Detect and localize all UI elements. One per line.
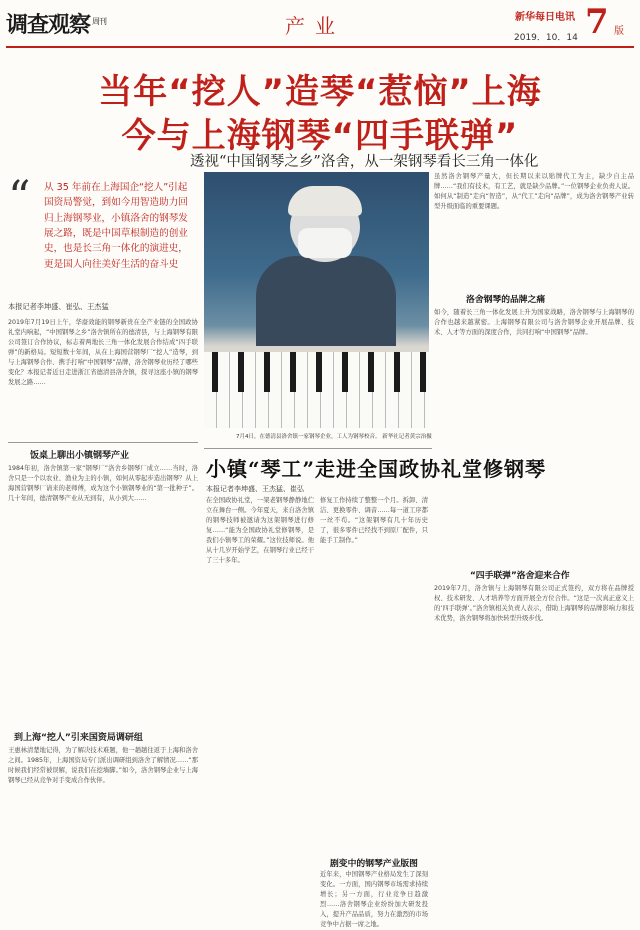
section-heading-2: 到上海“挖人”引来国资局调研组 (14, 733, 143, 743)
paper-name: 新华每日电讯 (515, 12, 575, 23)
page-number: 7 (585, 2, 609, 42)
news-photo (204, 172, 429, 428)
masthead (0, 0, 640, 48)
story-2-title: 小镇“琴工”走进全国政协礼堂修钢琴 (206, 457, 547, 481)
brand-logo: 调查观察 $^{周刊}$ (6, 13, 107, 38)
photo-worker-mask (298, 228, 352, 258)
byline: 本报记者李坤盛、崔弘、王杰猛 (8, 302, 109, 311)
section-heading-1: 饭桌上聊出小镇钢琴产业 (30, 451, 130, 461)
photo-piano-black-keys (204, 352, 429, 392)
publication-date: 2019．10．14 (514, 33, 578, 43)
article-column-right-top: 虽然洛舍钢琴产量大，但长期以来以贴牌代工为主，缺少自主品牌……“我们有技术，有工艺，就是缺少品牌。”一位钢琴企业负责人说。如何从“制造”走向“智造”，从“代工”走向“品牌”，成为洛舍钢琴产业转型升级面临的重要课题。 (434, 173, 634, 211)
story-2-byline: 本报记者李坤盛、王杰猛、崔弘 (206, 485, 304, 493)
section-title: 产业 (285, 14, 345, 38)
photo-worker-cap (288, 186, 362, 216)
story-divider (204, 448, 432, 449)
headline-line-1: 当年“挖人”造琴“惹恼”上海 (98, 72, 542, 112)
article-column-right-low: 2019年7月，洛舍镇与上海钢琴有限公司正式签约，双方将在品牌授权、技术研发、人才培养等方面开展全方位合作。“这是一次真正意义上的‘四手联弹’。”洛舍镇相关负责人表示，借助上海钢琴的品牌影响力和技术优势，洛舍钢琴将加快转型升级步伐。 (434, 585, 634, 623)
story-2-column-a: 在全国政协礼堂，一架老钢琴静静地伫立在舞台一侧。今年夏天，来自洛舍镇的钢琴技师被邀请为这架钢琴进行修复……“能为全国政协礼堂修钢琴，是我们小镇琴工的荣耀。”这位技师说。他从十几岁开始学艺，在钢琴行业已经干了三十多年。 (206, 497, 314, 565)
header-rule (6, 46, 634, 48)
article-column-right-mid: 如今，随着长三角一体化发展上升为国家战略，洛舍钢琴与上海钢琴的合作也越来越紧密。上海钢琴有限公司与洛舍钢琴企业开展品牌、技术、人才等方面的深度合作，共同打响“中国钢琴”品牌。 (434, 309, 634, 337)
headline-line-2: 今与上海钢琴“四手联弹” (121, 116, 519, 156)
story-2-column-b: 修复工作持续了整整一个月。拆卸、清洁、更换零件、调音……每一道工序都一丝不苟。“这架钢琴有几十年历史了，很多零件已经找不到原厂配件，只能手工制作。” (320, 497, 428, 545)
article-column-1-mid: 1984年初，洛舍镇第一家“钢琴厂”洛舍乡钢琴厂成立……当时，洛舍只是一个以农业、渔业为主的小镇，如何从零起步造出钢琴？从上海国营钢琴厂请来的老师傅，成为这个小镇钢琴业的“第一批种子”。几十年间，德清钢琴产业从无到有，从小到大…… (8, 465, 198, 503)
section-heading-5: 剧变中的钢琴产业版图 (330, 859, 418, 869)
section-heading-3: 洛舍钢琴的品牌之痛 (466, 295, 546, 305)
subheadline: 透视“中国钢琴之乡”洛舍，从一架钢琴看长三角一体化 (190, 154, 539, 170)
article-column-1-top: 2019年7月19日上午，华裔效能的钢琴新贵在全产业链的全国政协礼堂内响起，“中国钢琴之乡”洛舍镇所在的德清县，与上海钢琴有限公司签订合作协议，标志着两地长三角一体化发展合作结成“四手联弹”的新格局。短短数十年间，从在上海国营钢琴厂“挖人”造琴，到与上海钢琴合作、携手打响“中国钢琴”品牌，洛舍钢琴业历经了哪些变化？本报记者近日走进浙江省德清县洛舍镇，探寻这座小镇的钢琴发展之路…… (8, 319, 198, 387)
quote-mark-icon: “ (8, 172, 31, 223)
story-2-column-d: 近年来，中国钢琴产业格局发生了深刻变化。一方面，国内钢琴市场需求持续增长；另一方面，行业竞争日趋激烈……洛舍钢琴企业纷纷加大研发投入，提升产品品质，努力在激烈的市场竞争中占据一席之地。 (320, 871, 428, 929)
lede-summary: 从 35 年前在上海国企“挖人”引起国资局警觉，到如今用智造助力回归上海钢琴业，小镇洛舍的钢琴发展之路，既是中国草根制造的创业史，也是长三角一体化的演进史，更是国人向往美好生活的奋斗史 (44, 182, 188, 270)
divider (8, 442, 198, 443)
photo-worker-body (256, 256, 396, 346)
article-column-1-low: 王惠林清楚地记得，为了解决技术难题，他一趟趟往返于上海和洛舍之间。1985年，上海国资局专门派出调研组到洛舍了解情况……“那时候我们经常被误解，说我们在挖墙脚。”如今，洛舍钢琴企业与上海钢琴已经从竞争对手变成合作伙伴。 (8, 747, 198, 785)
photo-caption: 7月4日，在德清县洛舍镇一家钢琴企业，工人为钢琴校音。 新华社记者黄宗治摄 (236, 434, 432, 440)
page-suffix: 版 (614, 26, 624, 37)
section-heading-4: “四手联弹”洛舍迎来合作 (470, 571, 570, 581)
